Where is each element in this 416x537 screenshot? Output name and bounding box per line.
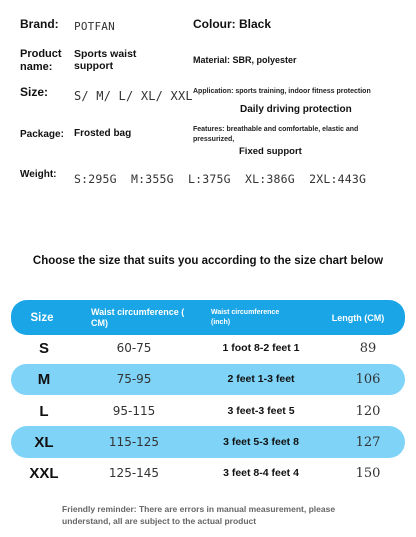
- header-waist-inch-line2: (inch): [211, 318, 231, 326]
- weight-label: Weight:: [20, 169, 57, 180]
- features-spec-line1: Features: breathable and comfortable, elastic and: [193, 126, 359, 133]
- product-name-label-line1: Product: [20, 48, 62, 60]
- header-size: Size: [30, 311, 54, 324]
- product-name-value-line2: support: [74, 60, 114, 72]
- header-waist-cm-line1: Waist circumference (: [91, 306, 185, 317]
- size-chart-heading: Choose the size that suits you according to the size chart below: [32, 255, 384, 267]
- brand-value: POTFAN: [74, 20, 115, 33]
- row-waist-inch: 3 feet-3 feet 5: [227, 405, 295, 417]
- row-waist-inch: 3 feet 8-4 feet 4: [223, 467, 299, 479]
- features-spec-line3: Fixed support: [239, 146, 302, 157]
- row-size: L: [39, 402, 49, 420]
- header-waist-cm: [91, 300, 201, 335]
- friendly-reminder-line1: Friendly reminder: There are errors in manual measurement, please: [62, 504, 336, 514]
- package-value: Frosted bag: [74, 128, 132, 139]
- size-label: Size:: [20, 85, 49, 99]
- table-row-xxl: [11, 459, 405, 487]
- brand-label: Brand:: [20, 17, 59, 31]
- colour-spec: Colour: Black: [193, 17, 272, 31]
- row-length: 89: [359, 340, 377, 356]
- table-row-l: [11, 397, 405, 425]
- row-waist-cm: 95-115: [112, 404, 156, 418]
- header-waist-inch: [211, 300, 321, 335]
- header-waist-inch-line1: Waist circumference: [211, 308, 280, 316]
- row-size: M: [37, 370, 51, 388]
- product-name-label-line2: name:: [20, 61, 53, 73]
- table-row-xl: [11, 428, 405, 456]
- friendly-reminder-line2: understand, all are subject to the actual product: [62, 516, 257, 526]
- header-length: Length (CM): [331, 312, 385, 323]
- row-waist-cm: 75-95: [116, 372, 152, 386]
- row-waist-inch: 1 foot 8-2 feet 1: [222, 342, 300, 354]
- row-length: 106: [355, 371, 381, 387]
- row-length: 150: [355, 465, 381, 481]
- table-row-s: [11, 334, 405, 362]
- weight-value: S:295G M:355G L:375G XL:386G 2XL:443G: [74, 172, 367, 186]
- row-size: XXL: [29, 464, 59, 482]
- size-value: S/ M/ L/ XL/ XXL: [74, 89, 193, 103]
- row-waist-inch: 2 feet 1-3 feet: [227, 373, 295, 385]
- table-row-m: [11, 365, 405, 393]
- features-spec-line2: pressurized,: [193, 136, 235, 143]
- header-waist-cm-line2: CM): [91, 317, 108, 328]
- row-length: 127: [355, 434, 381, 450]
- product-name-value-line1: Sports waist: [74, 48, 137, 60]
- application-spec: Application: sports training, indoor fitness protection: [193, 88, 371, 95]
- friendly-reminder: [62, 503, 382, 527]
- row-length: 120: [355, 403, 381, 419]
- row-size: S: [38, 339, 49, 357]
- row-waist-inch: 3 feet 5-3 feet 8: [223, 436, 299, 448]
- package-label: Package:: [20, 129, 64, 140]
- application-spec-line2: Daily driving protection: [240, 104, 352, 115]
- size-chart-header: [11, 300, 405, 335]
- row-waist-cm: 125-145: [108, 466, 160, 480]
- row-waist-cm: 115-125: [108, 435, 160, 449]
- material-spec: Material: SBR, polyester: [193, 55, 297, 65]
- row-waist-cm: 60-75: [116, 341, 152, 355]
- row-size: XL: [34, 433, 54, 451]
